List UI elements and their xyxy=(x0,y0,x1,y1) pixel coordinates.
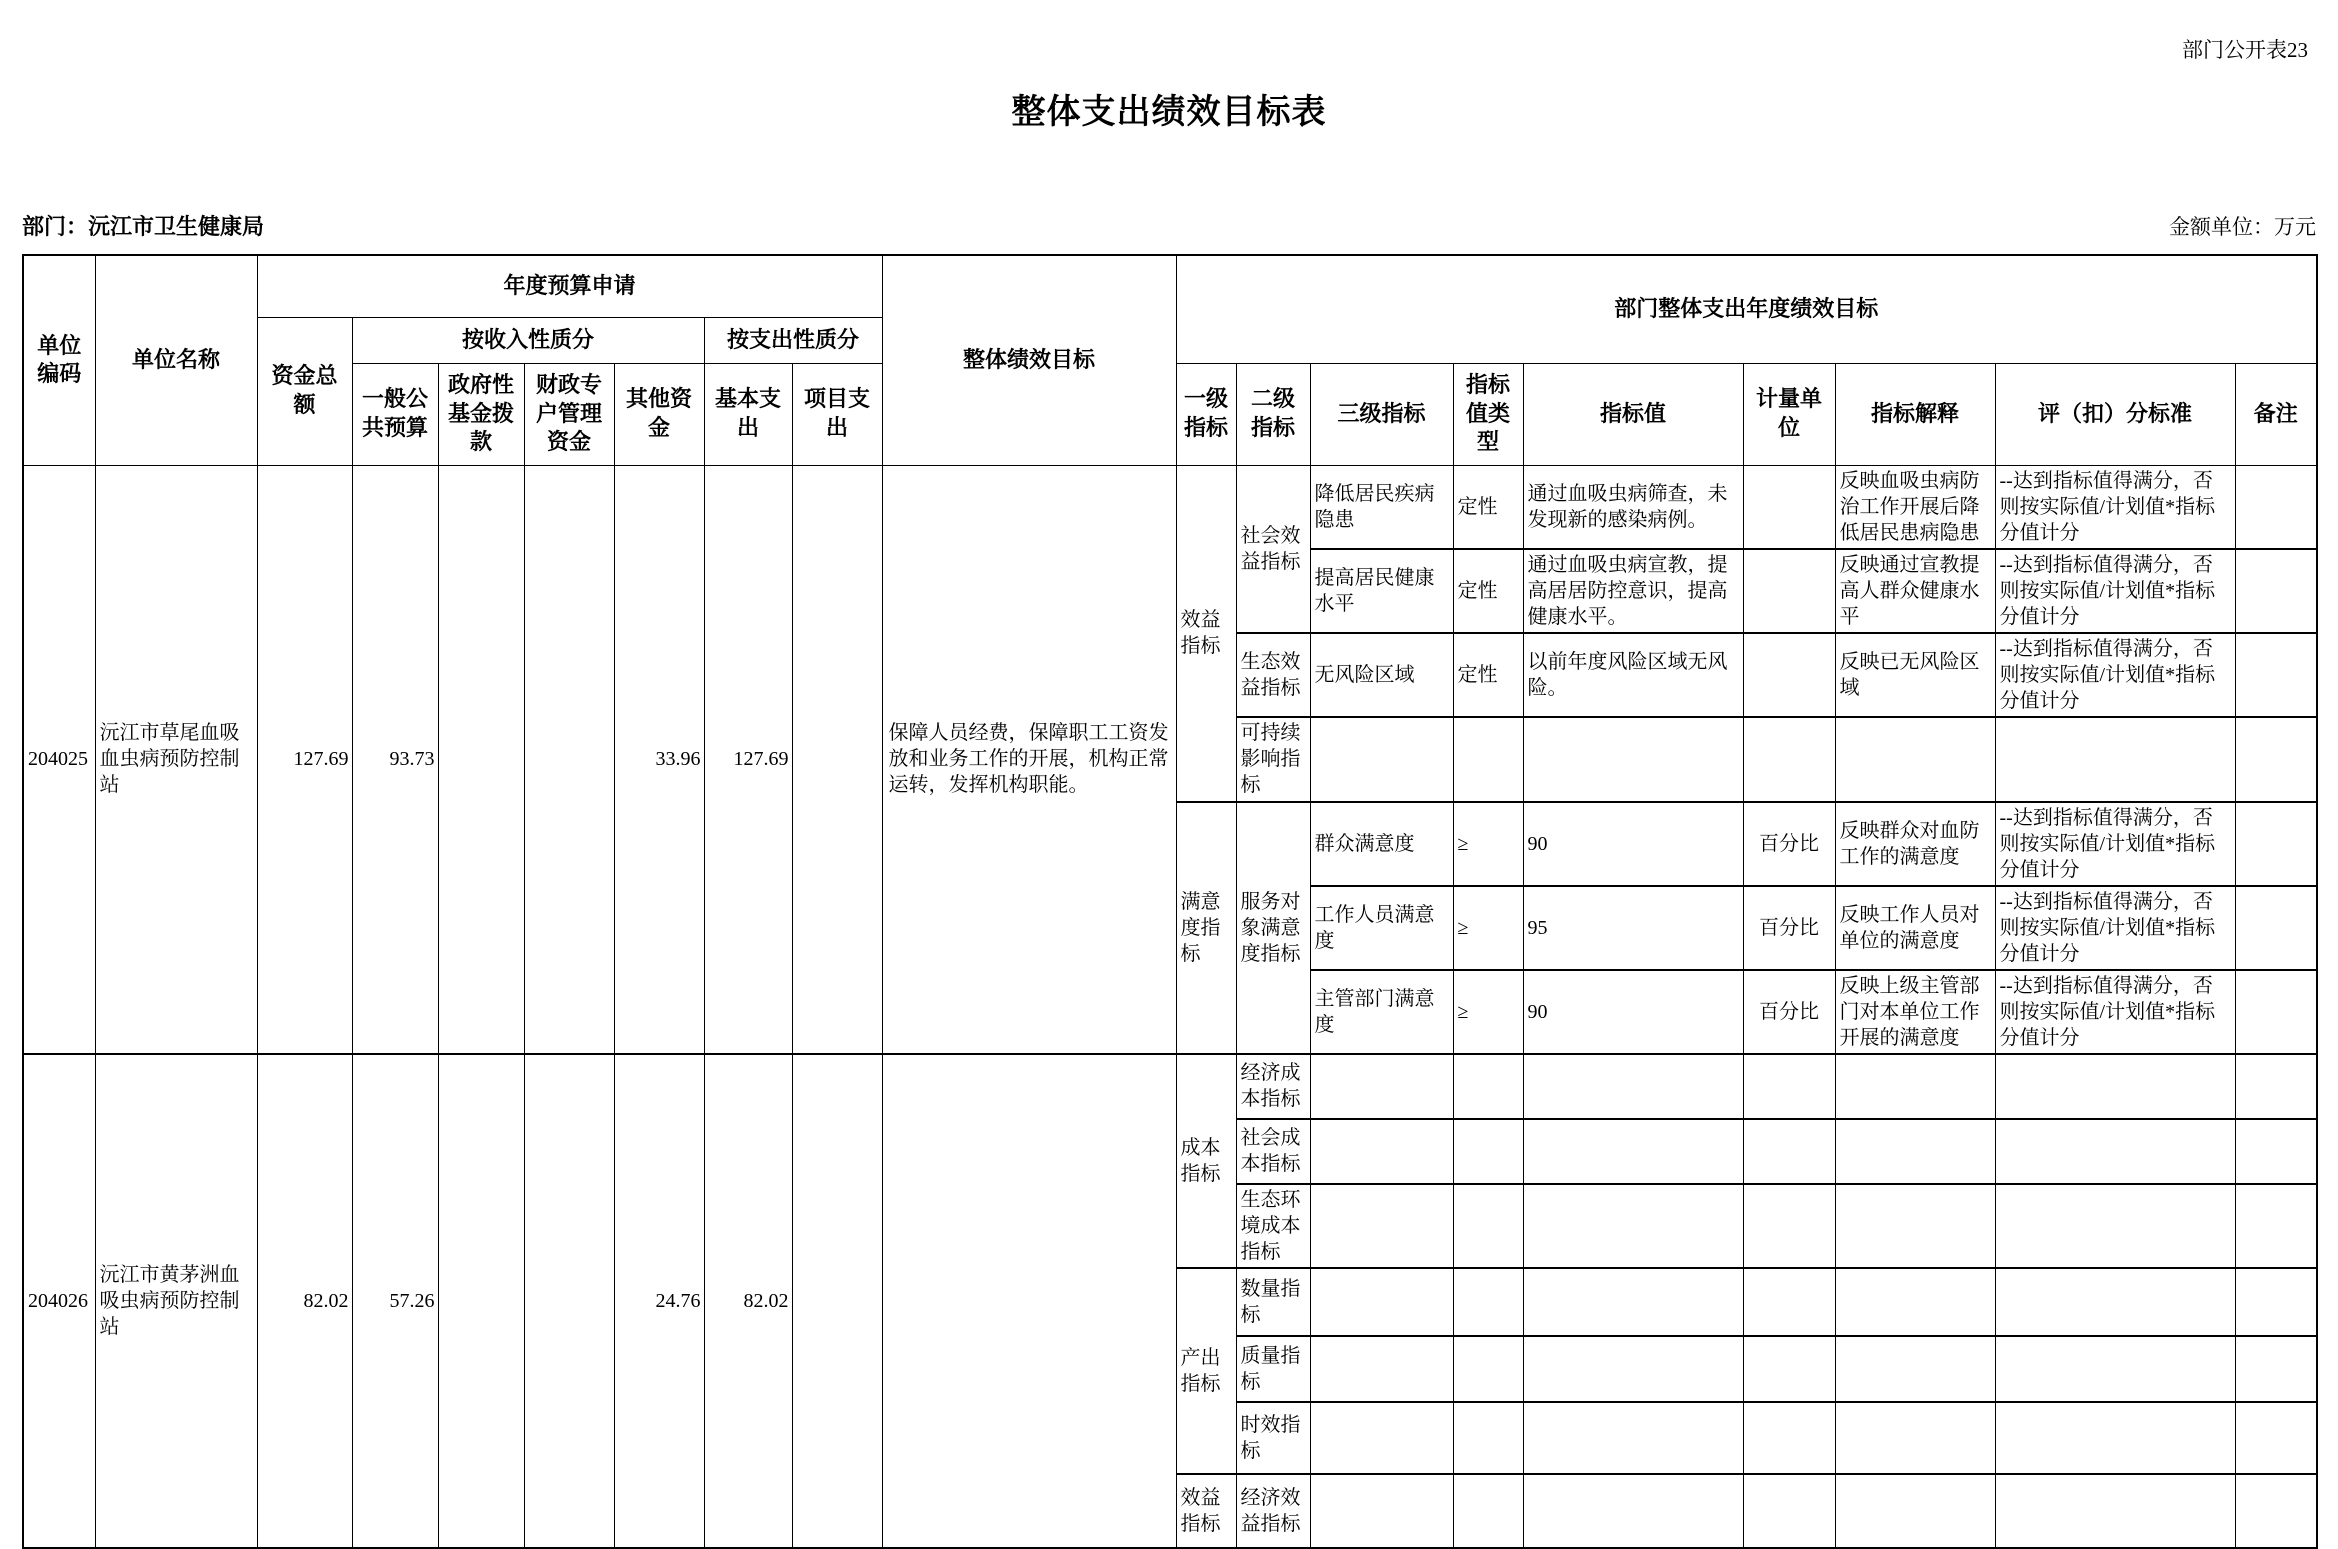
indicator-value-cell: 通过血吸虫病宣教，提高居居防控意识，提高健康水平。 xyxy=(1523,549,1743,633)
corner-sheet-label: 部门公开表23 xyxy=(2182,38,2308,62)
indicator-value-cell xyxy=(1523,1402,1743,1474)
indicator-type-cell: ≥ xyxy=(1453,802,1523,886)
scoring-rule-cell: --达到指标值得满分，否则按实际值/计划值*指标分值计分 xyxy=(1995,549,2235,633)
level2-indicator-cell: 经济效益指标 xyxy=(1236,1474,1310,1548)
scoring-rule-cell xyxy=(1995,1054,2235,1119)
indicator-value-cell xyxy=(1523,1184,1743,1268)
header-gov-fund: 政府性基金拨款 xyxy=(438,363,524,465)
scoring-rule-cell xyxy=(1995,1119,2235,1184)
scoring-rule-cell xyxy=(1995,1402,2235,1474)
indicator-type-cell: 定性 xyxy=(1453,549,1523,633)
level2-indicator-cell: 时效指标 xyxy=(1236,1402,1310,1474)
project-expense-cell xyxy=(792,465,882,1054)
header-remark: 备注 xyxy=(2235,363,2317,465)
public-budget-cell: 57.26 xyxy=(352,1054,438,1548)
header-other-funds: 其他资金 xyxy=(614,363,704,465)
header-overall-target: 整体绩效目标 xyxy=(882,255,1176,465)
header-by-expense-nature: 按支出性质分 xyxy=(704,317,882,363)
indicator-type-cell xyxy=(1453,1054,1523,1119)
gov-fund-cell xyxy=(438,465,524,1054)
remark-cell xyxy=(2235,1336,2317,1402)
header-unit-name: 单位名称 xyxy=(95,255,257,465)
indicator-value-cell xyxy=(1523,1119,1743,1184)
remark-cell xyxy=(2235,886,2317,970)
scoring-rule-cell: --达到指标值得满分，否则按实际值/计划值*指标分值计分 xyxy=(1995,886,2235,970)
level3-indicator-cell xyxy=(1310,1336,1453,1402)
level3-indicator-cell xyxy=(1310,717,1453,802)
level3-indicator-cell: 工作人员满意度 xyxy=(1310,886,1453,970)
level2-indicator-cell: 服务对象满意度指标 xyxy=(1236,802,1310,1054)
indicator-explain-cell: 反映已无风险区域 xyxy=(1835,633,1995,717)
scoring-rule-cell: --达到指标值得满分，否则按实际值/计划值*指标分值计分 xyxy=(1995,633,2235,717)
indicator-type-cell: 定性 xyxy=(1453,465,1523,549)
measure-unit-cell xyxy=(1743,1402,1835,1474)
gov-fund-cell xyxy=(438,1054,524,1548)
basic-expense-cell: 127.69 xyxy=(704,465,792,1054)
indicator-value-cell xyxy=(1523,1336,1743,1402)
indicator-explain-cell xyxy=(1835,1119,1995,1184)
header-fiscal-account: 财政专户管理资金 xyxy=(524,363,614,465)
header-level2-indicator: 二级指标 xyxy=(1236,363,1310,465)
unit-name-cell: 沅江市黄茅洲血吸虫病预防控制站 xyxy=(95,1054,257,1548)
indicator-value-cell: 以前年度风险区域无风险。 xyxy=(1523,633,1743,717)
level2-indicator-cell: 经济成本指标 xyxy=(1236,1054,1310,1119)
remark-cell xyxy=(2235,633,2317,717)
indicator-explain-cell: 反映群众对血防工作的满意度 xyxy=(1835,802,1995,886)
indicator-type-cell xyxy=(1453,1402,1523,1474)
unit-name-cell: 沅江市草尾血吸血虫病预防控制站 xyxy=(95,465,257,1054)
indicator-explain-cell xyxy=(1835,717,1995,802)
measure-unit-cell xyxy=(1743,1184,1835,1268)
level3-indicator-cell: 提高居民健康水平 xyxy=(1310,549,1453,633)
indicator-value-cell xyxy=(1523,1268,1743,1336)
indicator-explain-cell xyxy=(1835,1474,1995,1548)
remark-cell xyxy=(2235,1402,2317,1474)
basic-expense-cell: 82.02 xyxy=(704,1054,792,1548)
indicator-explain-cell: 反映通过宣教提高人群众健康水平 xyxy=(1835,549,1995,633)
indicator-explain-cell xyxy=(1835,1268,1995,1336)
indicator-explain-cell xyxy=(1835,1054,1995,1119)
indicator-value-cell: 90 xyxy=(1523,970,1743,1054)
remark-cell xyxy=(2235,970,2317,1054)
total-funds-cell: 127.69 xyxy=(257,465,352,1054)
header-level3-indicator: 三级指标 xyxy=(1310,363,1453,465)
measure-unit-cell xyxy=(1743,465,1835,549)
header-level1-indicator: 一级指标 xyxy=(1176,363,1236,465)
indicator-value-cell: 通过血吸虫病筛查，未发现新的感染病例。 xyxy=(1523,465,1743,549)
level2-indicator-cell: 生态环境成本指标 xyxy=(1236,1184,1310,1268)
department-label: 部门：沅江市卫生健康局 xyxy=(22,214,265,239)
project-expense-cell xyxy=(792,1054,882,1548)
public-budget-cell: 93.73 xyxy=(352,465,438,1054)
scoring-rule-cell: --达到指标值得满分，否则按实际值/计划值*指标分值计分 xyxy=(1995,970,2235,1054)
remark-cell xyxy=(2235,549,2317,633)
level2-indicator-cell: 生态效益指标 xyxy=(1236,633,1310,717)
fiscal-account-cell xyxy=(524,1054,614,1548)
remark-cell xyxy=(2235,1184,2317,1268)
level3-indicator-cell: 无风险区域 xyxy=(1310,633,1453,717)
scoring-rule-cell xyxy=(1995,1184,2235,1268)
level2-indicator-cell: 数量指标 xyxy=(1236,1268,1310,1336)
remark-cell xyxy=(2235,802,2317,886)
level2-indicator-cell: 质量指标 xyxy=(1236,1336,1310,1402)
indicator-explain-cell xyxy=(1835,1336,1995,1402)
table-row xyxy=(23,465,2317,549)
other-funds-cell: 33.96 xyxy=(614,465,704,1054)
header-unit-code: 单位编码 xyxy=(23,255,95,465)
indicator-value-cell xyxy=(1523,1054,1743,1119)
header-by-income-nature: 按收入性质分 xyxy=(352,317,704,363)
indicator-type-cell: ≥ xyxy=(1453,886,1523,970)
level3-indicator-cell xyxy=(1310,1474,1453,1548)
amount-unit-label: 金额单位：万元 xyxy=(2169,215,2316,239)
scoring-rule-cell xyxy=(1995,1336,2235,1402)
overall-target-cell: 保障人员经费，保障职工工资发放和业务工作的开展，机构正常运转，发挥机构职能。 xyxy=(882,465,1176,1054)
header-project-expense: 项目支出 xyxy=(792,363,882,465)
scoring-rule-cell xyxy=(1995,1268,2235,1336)
indicator-type-cell xyxy=(1453,1268,1523,1336)
measure-unit-cell xyxy=(1743,1474,1835,1548)
level3-indicator-cell xyxy=(1310,1402,1453,1474)
indicator-value-cell: 90 xyxy=(1523,802,1743,886)
table-row xyxy=(23,1054,2317,1119)
level3-indicator-cell xyxy=(1310,1268,1453,1336)
unit-code-cell: 204026 xyxy=(23,1054,95,1548)
remark-cell xyxy=(2235,1268,2317,1336)
remark-cell xyxy=(2235,465,2317,549)
header-indicator-type: 指标值类型 xyxy=(1453,363,1523,465)
total-funds-cell: 82.02 xyxy=(257,1054,352,1548)
indicator-type-cell: ≥ xyxy=(1453,970,1523,1054)
header-public-budget: 一般公共预算 xyxy=(352,363,438,465)
indicator-type-cell xyxy=(1453,1474,1523,1548)
indicator-explain-cell: 反映上级主管部门对本单位工作开展的满意度 xyxy=(1835,970,1995,1054)
level2-indicator-cell: 社会成本指标 xyxy=(1236,1119,1310,1184)
header-indicator-value: 指标值 xyxy=(1523,363,1743,465)
indicator-explain-cell xyxy=(1835,1402,1995,1474)
measure-unit-cell xyxy=(1743,717,1835,802)
table-header xyxy=(23,255,2317,465)
level3-indicator-cell xyxy=(1310,1184,1453,1268)
table-body xyxy=(23,465,2317,1548)
level3-indicator-cell: 主管部门满意度 xyxy=(1310,970,1453,1054)
header-measure-unit: 计量单位 xyxy=(1743,363,1835,465)
fiscal-account-cell xyxy=(524,465,614,1054)
header-scoring-rule: 评（扣）分标准 xyxy=(1995,363,2235,465)
indicator-type-cell xyxy=(1453,1119,1523,1184)
indicator-value-cell xyxy=(1523,1474,1743,1548)
level3-indicator-cell: 群众满意度 xyxy=(1310,802,1453,886)
unit-code-cell: 204025 xyxy=(23,465,95,1054)
header-dept-annual-target: 部门整体支出年度绩效目标 xyxy=(1176,255,2317,363)
measure-unit-cell: 百分比 xyxy=(1743,886,1835,970)
indicator-explain-cell: 反映工作人员对单位的满意度 xyxy=(1835,886,1995,970)
header-basic-expense: 基本支出 xyxy=(704,363,792,465)
level3-indicator-cell: 降低居民疾病隐患 xyxy=(1310,465,1453,549)
remark-cell xyxy=(2235,1119,2317,1184)
measure-unit-cell: 百分比 xyxy=(1743,802,1835,886)
remark-cell xyxy=(2235,1474,2317,1548)
measure-unit-cell xyxy=(1743,1336,1835,1402)
level3-indicator-cell xyxy=(1310,1119,1453,1184)
measure-unit-cell xyxy=(1743,1268,1835,1336)
header-annual-budget: 年度预算申请 xyxy=(257,255,882,317)
scoring-rule-cell xyxy=(1995,717,2235,802)
other-funds-cell: 24.76 xyxy=(614,1054,704,1548)
header-total-funds: 资金总额 xyxy=(257,317,352,465)
remark-cell xyxy=(2235,1054,2317,1119)
level1-indicator-cell: 产出指标 xyxy=(1176,1268,1236,1474)
performance-target-table xyxy=(22,254,2318,1549)
scoring-rule-cell: --达到指标值得满分，否则按实际值/计划值*指标分值计分 xyxy=(1995,802,2235,886)
level2-indicator-cell: 社会效益指标 xyxy=(1236,465,1310,633)
measure-unit-cell xyxy=(1743,633,1835,717)
level3-indicator-cell xyxy=(1310,1054,1453,1119)
level2-indicator-cell: 可持续影响指标 xyxy=(1236,717,1310,802)
page-title: 整体支出绩效目标表 xyxy=(1011,94,1327,131)
measure-unit-cell xyxy=(1743,1119,1835,1184)
indicator-explain-cell xyxy=(1835,1184,1995,1268)
measure-unit-cell xyxy=(1743,1054,1835,1119)
level1-indicator-cell: 效益指标 xyxy=(1176,1474,1236,1548)
remark-cell xyxy=(2235,717,2317,802)
measure-unit-cell xyxy=(1743,549,1835,633)
overall-target-cell xyxy=(882,1054,1176,1548)
scoring-rule-cell xyxy=(1995,1474,2235,1548)
level1-indicator-cell: 成本指标 xyxy=(1176,1054,1236,1268)
indicator-type-cell xyxy=(1453,1336,1523,1402)
indicator-value-cell: 95 xyxy=(1523,886,1743,970)
measure-unit-cell: 百分比 xyxy=(1743,970,1835,1054)
indicator-type-cell xyxy=(1453,1184,1523,1268)
indicator-explain-cell: 反映血吸虫病防治工作开展后降低居民患病隐患 xyxy=(1835,465,1995,549)
indicator-type-cell xyxy=(1453,717,1523,802)
header-indicator-explain: 指标解释 xyxy=(1835,363,1995,465)
level1-indicator-cell: 满意度指标 xyxy=(1176,802,1236,1054)
indicator-type-cell: 定性 xyxy=(1453,633,1523,717)
level1-indicator-cell: 效益指标 xyxy=(1176,465,1236,802)
meta-row xyxy=(22,210,2316,241)
indicator-value-cell xyxy=(1523,717,1743,802)
scoring-rule-cell: --达到指标值得满分，否则按实际值/计划值*指标分值计分 xyxy=(1995,465,2235,549)
